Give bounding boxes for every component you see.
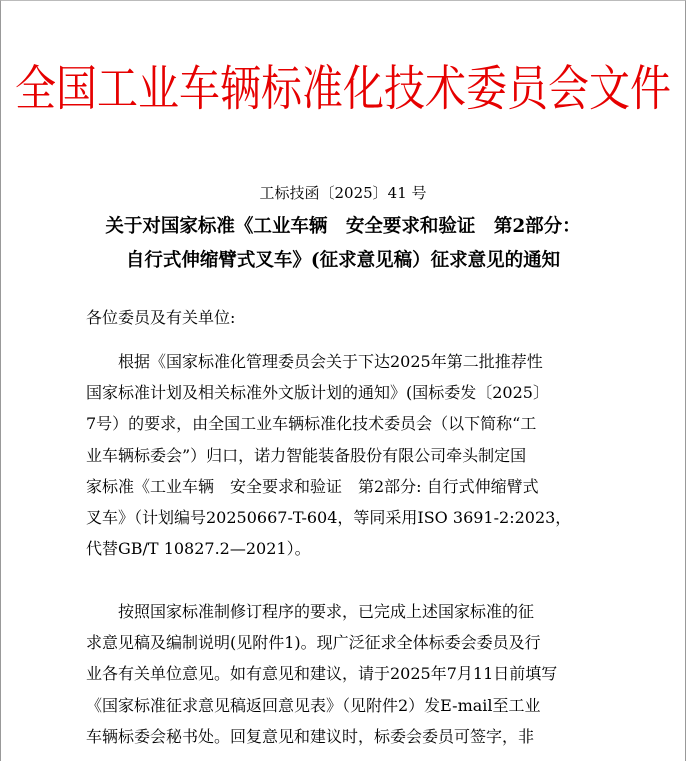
paragraph-line: 国家标准计划及相关标准外文版计划的通知》(国标委发〔2025〕 — [86, 383, 549, 403]
paragraph-line: 根据《国家标准化管理委员会关于下达2025年第二批推荐性 — [86, 352, 543, 371]
paragraph-line: 《国家标准征求意见稿返回意见表》（见附件2）发E-mail至工业 — [86, 695, 541, 715]
paragraph-2 — [86, 596, 606, 752]
paragraph-line: 7号）的要求，由全国工业车辆标准化技术委员会（以下简称“工 — [86, 414, 537, 434]
salutation: 各位委员及有关单位: — [86, 308, 236, 327]
paragraph-line: 代替GB/T 10827.2—2021）。 — [86, 539, 311, 559]
notice-title-line-2: 自行式伸缩臂式叉车》(征求意见稿）征求意见的通知 — [125, 250, 561, 271]
notice-title-line-1: 关于对国家标准《工业车辆 安全要求和验证 第2部分： — [105, 216, 581, 237]
document-number: 工标技函〔2025〕41 号 — [259, 184, 427, 202]
paragraph-line: 家标准《工业车辆 安全要求和验证 第2部分: 自行式伸缩臂式 — [86, 476, 539, 496]
paragraph-line: 求意见稿及编制说明(见附件1)。现广泛征求全体标委会委员及行 — [86, 633, 541, 653]
paragraph-line: 业车辆标委会”）归口，诺力智能装备股份有限公司牵头制定国 — [86, 445, 527, 465]
paragraph-line: 叉车》（计划编号20250667-T-604，等同采用ISO 3691-2:2023， — [86, 508, 572, 528]
red-header-title: 全国工业车辆标准化技术委员会文件 — [15, 60, 671, 117]
paragraph-line: 业各有关单位意见。如有意见和建议，请于2025年7月11日前填写 — [86, 664, 558, 684]
paragraph-1 — [86, 346, 606, 564]
notice-title — [60, 210, 626, 278]
paragraph-line: 按照国家标准制修订程序的要求，已完成上述国家标准的征 — [86, 602, 535, 621]
paragraph-line: 车辆标委会秘书处。回复意见和建议时，标委会委员可签字，非 — [86, 726, 535, 746]
